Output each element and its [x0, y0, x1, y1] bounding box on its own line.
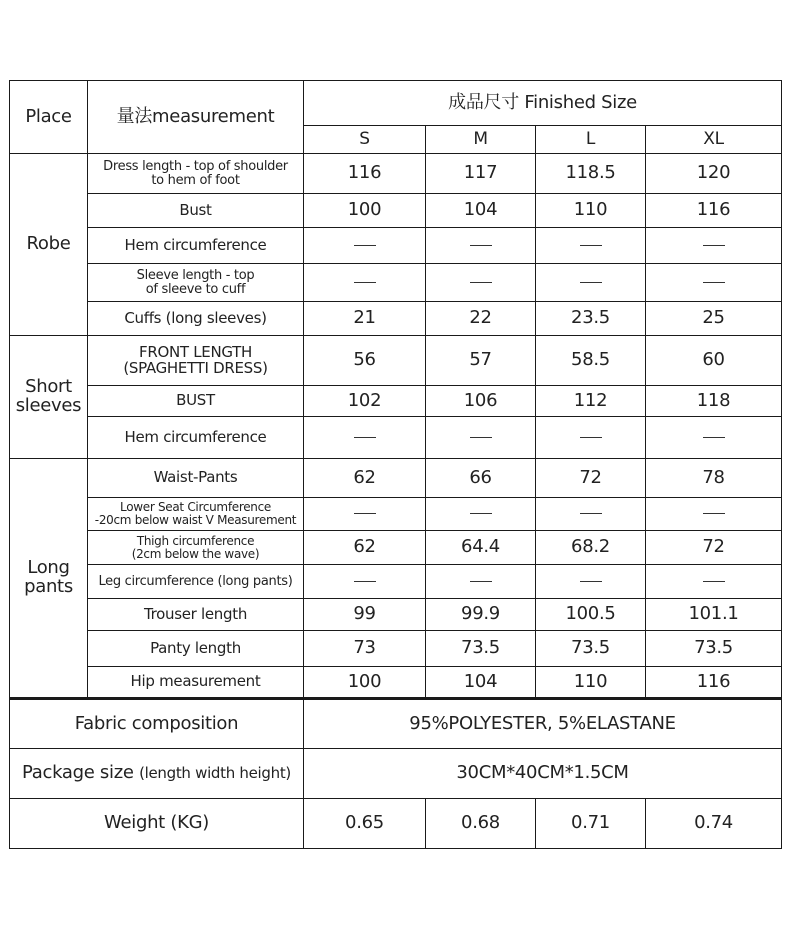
weight-value: 0.68	[426, 799, 536, 849]
measurement-label: Hip measurement	[88, 667, 304, 699]
dash-cell	[304, 228, 426, 264]
place-header: Place	[10, 81, 88, 154]
table-row	[10, 228, 782, 264]
table-row	[10, 417, 782, 459]
measurement-label: Trouser length	[88, 599, 304, 631]
table-row	[10, 194, 782, 228]
dash-mark	[580, 282, 602, 283]
value-cell: 99	[304, 599, 426, 631]
value-cell: 104	[426, 667, 536, 699]
weight-value: 0.65	[304, 799, 426, 849]
value-cell: 58.5	[536, 336, 646, 386]
value-cell: 25	[646, 302, 782, 336]
size-xl-header: XL	[646, 126, 782, 154]
dash-mark	[470, 581, 492, 582]
dash-cell	[536, 565, 646, 599]
dash-cell	[304, 565, 426, 599]
weight-label: Weight (KG)	[10, 799, 304, 849]
measurement-label: Leg circumference (long pants)	[88, 565, 304, 599]
value-cell: 116	[304, 154, 426, 194]
value-cell: 22	[426, 302, 536, 336]
size-m-header: M	[426, 126, 536, 154]
value-cell: 118.5	[536, 154, 646, 194]
package-label: Package size (length width height)	[10, 749, 304, 799]
dash-cell	[304, 417, 426, 459]
dash-mark	[703, 513, 725, 514]
table-row	[10, 336, 782, 386]
dash-cell	[646, 228, 782, 264]
dash-cell	[536, 228, 646, 264]
dash-mark	[703, 245, 725, 246]
dash-mark	[703, 437, 725, 438]
table-row	[10, 749, 782, 799]
table-row	[10, 565, 782, 599]
value-cell: 78	[646, 459, 782, 498]
value-cell: 68.2	[536, 531, 646, 565]
table-row	[10, 459, 782, 498]
measurement-label: Lower Seat Circumference -20cm below waist V Measurement	[88, 498, 304, 531]
measurement-header: 量法measurement	[88, 81, 304, 154]
table-row	[10, 498, 782, 531]
dash-cell	[426, 565, 536, 599]
value-cell: 102	[304, 386, 426, 417]
value-cell: 73.5	[426, 631, 536, 667]
measurement-label: Hem circumference	[88, 417, 304, 459]
value-cell: 110	[536, 667, 646, 699]
dash-mark	[703, 282, 725, 283]
value-cell: 62	[304, 531, 426, 565]
finished-size-header: 成品尺寸 Finished Size	[304, 81, 782, 126]
fabric-value: 95%POLYESTER, 5%ELASTANE	[304, 699, 782, 749]
category-long-pants: Long pants	[10, 459, 88, 699]
value-cell: 110	[536, 194, 646, 228]
measurement-label: BUST	[88, 386, 304, 417]
measurement-label: Sleeve length - top of sleeve to cuff	[88, 264, 304, 302]
value-cell: 100.5	[536, 599, 646, 631]
category-robe: Robe	[10, 154, 88, 336]
dash-cell	[646, 417, 782, 459]
size-l-header: L	[536, 126, 646, 154]
table-row	[10, 386, 782, 417]
dash-cell	[536, 264, 646, 302]
dash-cell	[426, 228, 536, 264]
value-cell: 64.4	[426, 531, 536, 565]
value-cell: 56	[304, 336, 426, 386]
value-cell: 118	[646, 386, 782, 417]
value-cell: 62	[304, 459, 426, 498]
value-cell: 60	[646, 336, 782, 386]
value-cell: 116	[646, 667, 782, 699]
value-cell: 73.5	[536, 631, 646, 667]
measurement-label: FRONT LENGTH (SPAGHETTI DRESS)	[88, 336, 304, 386]
package-sub-label: (length width height)	[139, 764, 291, 783]
value-cell: 117	[426, 154, 536, 194]
table-row	[10, 799, 782, 849]
measurement-label: Thigh circumference (2cm below the wave)	[88, 531, 304, 565]
dash-cell	[304, 264, 426, 302]
table-row	[10, 302, 782, 336]
dash-mark	[580, 513, 602, 514]
value-cell: 101.1	[646, 599, 782, 631]
table-row	[10, 599, 782, 631]
dash-cell	[536, 498, 646, 531]
size-chart-table	[9, 80, 782, 849]
value-cell: 106	[426, 386, 536, 417]
dash-cell	[304, 498, 426, 531]
dash-mark	[470, 245, 492, 246]
value-cell: 72	[646, 531, 782, 565]
dash-cell	[646, 498, 782, 531]
table-row	[10, 631, 782, 667]
dash-cell	[646, 264, 782, 302]
value-cell: 104	[426, 194, 536, 228]
category-short-sleeves: Short sleeves	[10, 336, 88, 459]
value-cell: 21	[304, 302, 426, 336]
value-cell: 72	[536, 459, 646, 498]
measurement-label: Panty length	[88, 631, 304, 667]
measurement-label: Cuffs (long sleeves)	[88, 302, 304, 336]
value-cell: 120	[646, 154, 782, 194]
table-row	[10, 667, 782, 699]
value-cell: 116	[646, 194, 782, 228]
value-cell: 100	[304, 667, 426, 699]
table-row	[10, 154, 782, 194]
dash-cell	[426, 498, 536, 531]
table-row	[10, 699, 782, 749]
value-cell: 99.9	[426, 599, 536, 631]
value-cell: 73	[304, 631, 426, 667]
dash-mark	[703, 581, 725, 582]
dash-cell	[426, 417, 536, 459]
package-value: 30CM*40CM*1.5CM	[304, 749, 782, 799]
value-cell: 73.5	[646, 631, 782, 667]
value-cell: 112	[536, 386, 646, 417]
dash-mark	[470, 437, 492, 438]
fabric-label: Fabric composition	[10, 699, 304, 749]
weight-value: 0.74	[646, 799, 782, 849]
value-cell: 23.5	[536, 302, 646, 336]
measurement-label: Bust	[88, 194, 304, 228]
value-cell: 57	[426, 336, 536, 386]
dash-mark	[580, 437, 602, 438]
size-s-header: S	[304, 126, 426, 154]
measurement-label: Waist-Pants	[88, 459, 304, 498]
dash-mark	[470, 282, 492, 283]
dash-cell	[426, 264, 536, 302]
weight-value: 0.71	[536, 799, 646, 849]
dash-cell	[536, 417, 646, 459]
dash-mark	[354, 437, 376, 438]
measurement-label: Dress length - top of shoulder to hem of foot	[88, 154, 304, 194]
dash-mark	[354, 513, 376, 514]
value-cell: 66	[426, 459, 536, 498]
dash-mark	[580, 245, 602, 246]
dash-mark	[354, 245, 376, 246]
measurement-label: Hem circumference	[88, 228, 304, 264]
dash-mark	[580, 581, 602, 582]
dash-mark	[470, 513, 492, 514]
value-cell: 100	[304, 194, 426, 228]
dash-mark	[354, 282, 376, 283]
dash-cell	[646, 565, 782, 599]
dash-mark	[354, 581, 376, 582]
table-row	[10, 264, 782, 302]
table-row	[10, 531, 782, 565]
